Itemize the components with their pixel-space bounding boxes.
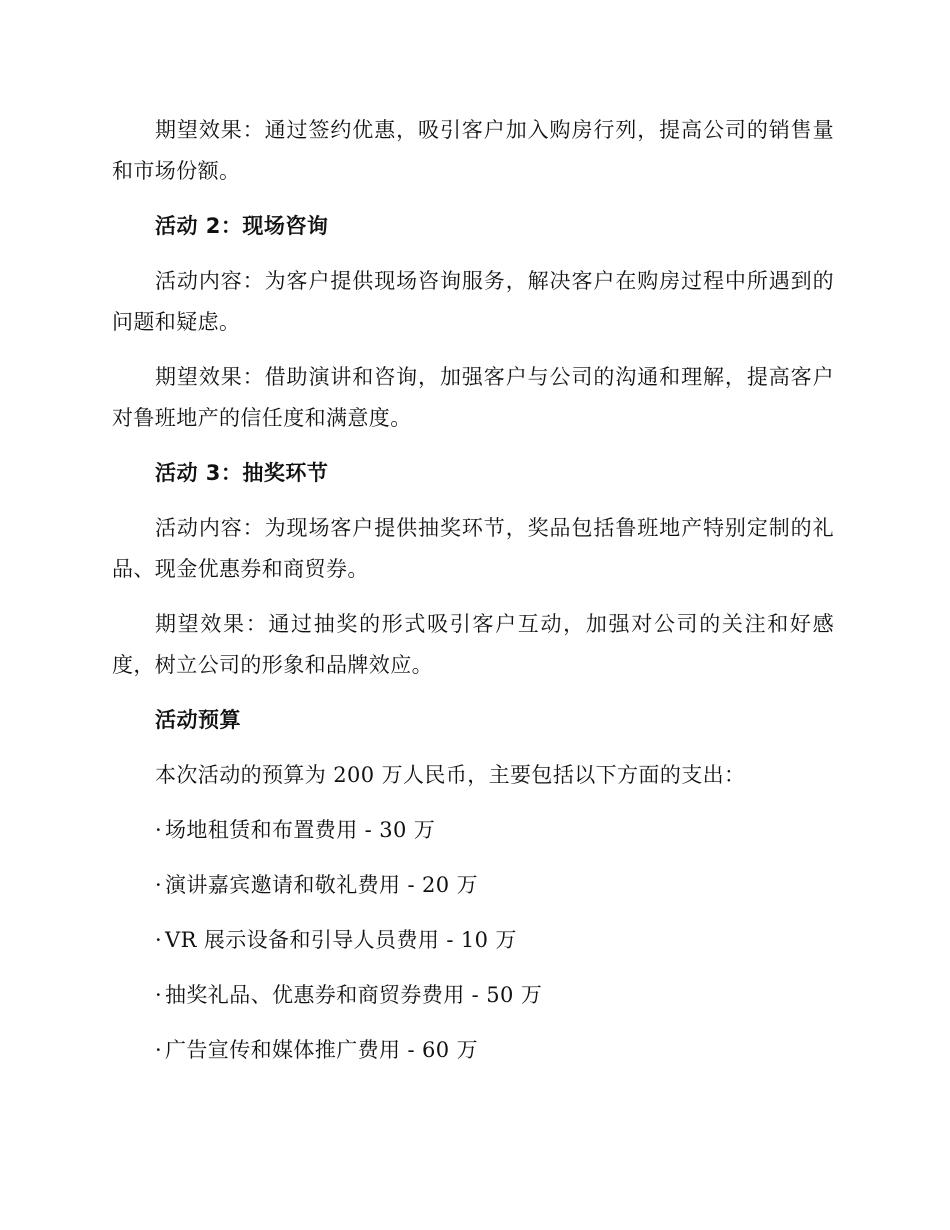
- budget-heading: 活动预算: [155, 708, 241, 732]
- activity3-content-paragraph: 活动内容：为现场客户提供抽奖环节，奖品包括鲁班地产特别定制的礼品、现金优惠券和商贸券。: [112, 516, 834, 581]
- budget-intro-paragraph: 本次活动的预算为 200 万人民币，主要包括以下方面的支出：: [155, 763, 746, 787]
- budget-item-text: 场地租赁和布置费用 - 30 万: [165, 818, 436, 842]
- budget-item-text: 演讲嘉宾邀请和敬礼费用 - 20 万: [165, 873, 479, 897]
- budget-list-item: [112, 865, 834, 906]
- budget-list-item: [112, 920, 834, 961]
- budget-list: [112, 810, 834, 1071]
- activity2-heading: 活动 2：现场咨询: [155, 214, 329, 238]
- budget-list-item: [112, 810, 834, 851]
- bullet-icon: ·: [155, 818, 163, 842]
- bullet-icon: ·: [155, 1038, 163, 1062]
- budget-list-item: [112, 975, 834, 1016]
- bullet-icon: ·: [155, 873, 163, 897]
- budget-item-text: 广告宣传和媒体推广费用 - 60 万: [165, 1038, 479, 1062]
- budget-item-text: 抽奖礼品、优惠券和商贸券费用 - 50 万: [165, 983, 543, 1007]
- activity1-effect-paragraph: 期望效果：通过签约优惠，吸引客户加入购房行列，提高公司的销售量和市场份额。: [112, 118, 834, 183]
- activity2-effect-paragraph: 期望效果：借助演讲和咨询，加强客户与公司的沟通和理解，提高客户对鲁班地产的信任度和满意度。: [112, 365, 834, 430]
- activity3-effect-paragraph: 期望效果：通过抽奖的形式吸引客户互动，加强对公司的关注和好感度，树立公司的形象和品牌效应。: [112, 612, 834, 677]
- budget-item-text: VR 展示设备和引导人员费用 - 10 万: [165, 928, 517, 952]
- bullet-icon: ·: [155, 983, 163, 1007]
- budget-list-item: [112, 1030, 834, 1071]
- document-body: [112, 110, 834, 1085]
- activity2-content-paragraph: 活动内容：为客户提供现场咨询服务，解决客户在购房过程中所遇到的问题和疑虑。: [112, 269, 834, 334]
- bullet-icon: ·: [155, 928, 163, 952]
- activity3-heading: 活动 3：抽奖环节: [155, 461, 329, 485]
